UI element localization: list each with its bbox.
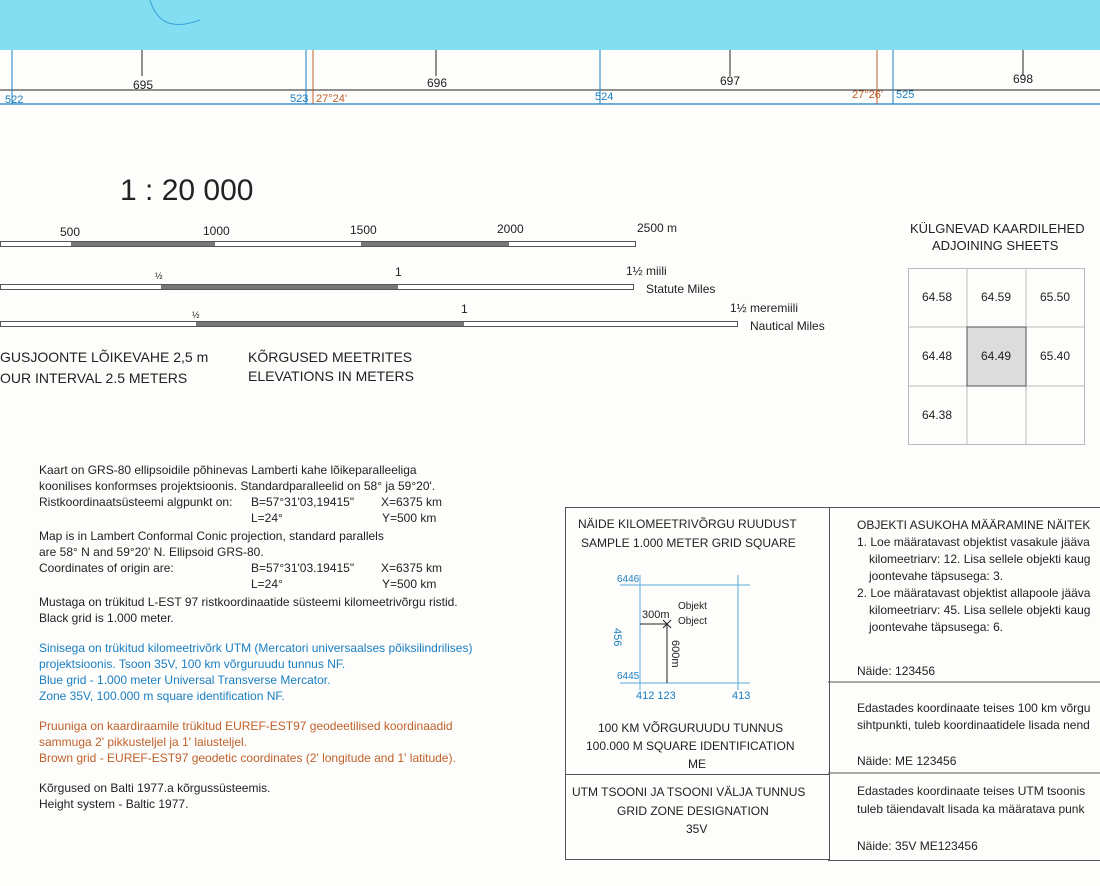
- contour-interval-en: OUR INTERVAL 2.5 METERS: [0, 370, 188, 386]
- nautical-unit-en: Nautical Miles: [750, 319, 825, 333]
- km-label-695: 695: [133, 78, 154, 92]
- sample-title-et: NÄIDE KILOMEETRIVÕRGU RUUDUST: [578, 517, 797, 531]
- example-result-2: Näide: ME 123456: [857, 754, 957, 768]
- proj-et-3: Ristkoordinaatsüsteemi algpunkt on:: [39, 495, 233, 509]
- utm-label-523: 523: [290, 93, 309, 105]
- object-label-en: Object: [678, 616, 707, 627]
- nautical-unit-et: meremiili: [750, 301, 798, 315]
- example-line: 2. Loe määratavast objektist allapoole jääva: [857, 586, 1091, 600]
- adjoining-cell: 64.58: [921, 290, 953, 304]
- meter-scale-bar: [0, 241, 636, 247]
- square-id-en: 100.000 M SQUARE IDENTIFICATION: [586, 739, 795, 753]
- example-line: kilomeetriarv: 12. Lisa sellele objekti kaug: [869, 552, 1091, 566]
- grid-zone-en: GRID ZONE DESIGNATION: [617, 804, 769, 818]
- scale-meter-1500: 1500: [350, 223, 377, 237]
- grid-zone-et: UTM TSOONI JA TSOONI VÄLJA TUNNUS: [572, 785, 806, 799]
- statute-scale-bar: [0, 284, 634, 290]
- brown-grid-2: sammuga 2' pikkusteljel ja 1' laiusteljel.: [39, 735, 248, 749]
- geo-label-2726: 27°26': [852, 89, 883, 101]
- example-note-4: tuleb täiendavalt lisada ka määratava punk: [857, 802, 1085, 816]
- scale-meter-1000: 1000: [203, 224, 230, 238]
- proj-en-3: Coordinates of origin are:: [39, 561, 174, 575]
- scale-ratio: 1 : 20 000: [120, 174, 254, 207]
- example-steps: [857, 517, 1090, 636]
- proj-et-3b: B=57°31'03,19415": [251, 495, 355, 509]
- proj-en-3c: X=6375 km: [381, 561, 443, 575]
- proj-et-3c: X=6375 km: [381, 495, 443, 509]
- dist-600m: 600m: [669, 640, 681, 668]
- grid-zone-value: 35V: [686, 822, 708, 836]
- brown-grid-3: Brown grid - EUREF-EST97 geodetic coordinates (2' longitude and 1' latitude).: [39, 751, 456, 765]
- adjoining-cell: 64.59: [980, 290, 1012, 304]
- brown-grid-1: Pruuniga on kaardiraamile trükitud EUREF-EST97 geodeetilised koordinaadid: [39, 719, 453, 733]
- example-line: joontevahe täpsusega: 6.: [869, 620, 1004, 634]
- utm-label-522: 522: [5, 94, 24, 106]
- statute-unit-en: Statute Miles: [646, 282, 716, 296]
- easting-412: 412 123: [636, 690, 676, 702]
- example-title: OBJEKTI ASUKOHA MÄÄRAMINE NÄITEK: [857, 518, 1091, 532]
- proj-et-2: koonilises konformses projektsioonis. Standardparalleelid on 58° ja 59°20'.: [39, 479, 436, 493]
- elevations-et: KÕRGUSED MEETRITES: [248, 349, 413, 365]
- scale-meter-2000: 2000: [497, 222, 524, 236]
- example-note-2: sihtpunkti, tuleb koordinaatidele lisada nend: [857, 718, 1090, 732]
- geo-label-2724: 27°24': [316, 93, 347, 105]
- sample-title-en: SAMPLE 1.000 METER GRID SQUARE: [581, 536, 796, 550]
- example-note-1: Edastades koordinaate teises 100 km võrgu: [857, 701, 1091, 715]
- contour-interval-et: GUSJOONTE LÕIKEVAHE 2,5 m: [0, 349, 209, 365]
- blue-grid-2: projektsioonis. Tsoon 35V, 100 km võrguruudu tunnus NF.: [39, 657, 346, 671]
- scale-meter-2500: 2500 m: [637, 221, 678, 235]
- dist-456: 456: [611, 628, 623, 647]
- adjoining-cell: 65.40: [1039, 349, 1071, 363]
- adjoining-cell: 65.50: [1039, 290, 1071, 304]
- example-line: joontevahe täpsusega: 3.: [869, 569, 1004, 583]
- northing-6446: 6446: [617, 574, 640, 585]
- example-note-3: Edastades koordinaate teises UTM tsoonis: [857, 784, 1086, 798]
- elevations-en: ELEVATIONS IN METERS: [248, 368, 414, 384]
- adjoining-cell-current: 64.49: [980, 349, 1012, 363]
- proj-et-4b: L=24°: [251, 511, 283, 525]
- proj-en-1: Map is in Lambert Conformal Conic projection, standard parallels: [39, 529, 384, 543]
- blue-grid-3: Blue grid - 1.000 meter Universal Transverse Mercator.: [39, 673, 331, 687]
- proj-et-1: Kaart on GRS-80 ellipsoidile põhinevas Lamberti kahe lõikeparalleeliga: [39, 463, 417, 477]
- km-label-696: 696: [427, 76, 448, 90]
- proj-en-3b: B=57°31'03.19415": [251, 561, 355, 575]
- km-label-697: 697: [720, 74, 741, 88]
- northing-6445: 6445: [617, 671, 640, 682]
- nautical-half: ½: [192, 310, 200, 320]
- projection-notes: [39, 462, 472, 812]
- square-id-et: 100 KM VÕRGURUUDU TUNNUS: [598, 721, 784, 735]
- object-label-et: Objekt: [678, 601, 707, 612]
- height-system-et: Kõrgused on Balti 1977.a kõrgussüsteemis.: [39, 781, 271, 795]
- statute-one: 1: [395, 265, 402, 279]
- black-grid-et: Mustaga on trükitud L-EST 97 ristkoordinaatide süsteemi kilomeetrivõrgu ristid.: [39, 595, 458, 609]
- easting-413: 413: [732, 690, 751, 702]
- square-id-value: ME: [688, 757, 706, 771]
- adjoining-cell: 64.48: [921, 349, 953, 363]
- nautical-one: 1: [461, 302, 468, 316]
- black-grid-en: Black grid is 1.000 meter.: [39, 611, 174, 625]
- height-system-en: Height system - Baltic 1977.: [39, 797, 189, 811]
- dist-300m: 300m: [642, 609, 670, 621]
- utm-label-524: 524: [595, 91, 614, 103]
- adjoining-title-et: KÜLGNEVAD KAARDILEHED: [910, 221, 1085, 236]
- proj-en-4b: L=24°: [251, 577, 283, 591]
- nautical-one-half: 1½: [730, 301, 747, 315]
- proj-en-4c: Y=500 km: [382, 577, 437, 591]
- adjoining-cell: 64.38: [921, 408, 953, 422]
- utm-label-525: 525: [896, 89, 915, 101]
- statute-one-half: 1½: [626, 264, 643, 278]
- adjoining-title-en: ADJOINING SHEETS: [932, 238, 1059, 253]
- proj-en-2: are 58° N and 59°20' N. Ellipsoid GRS-80.: [39, 545, 264, 559]
- blue-grid-1: Sinisega on trükitud kilomeetrivõrk UTM (Mercatori universaalses põiksilindrilises): [39, 641, 473, 655]
- statute-unit-et: miili: [646, 264, 667, 278]
- example-result-1: Näide: 123456: [857, 664, 936, 678]
- proj-et-4c: Y=500 km: [382, 511, 437, 525]
- statute-half: ½: [155, 271, 163, 281]
- scale-meter-500: 500: [60, 225, 81, 239]
- example-line: kilomeetriarv: 45. Lisa sellele objekti kaug: [869, 603, 1091, 617]
- km-label-698: 698: [1013, 72, 1034, 86]
- example-line: 1. Loe määratavast objektist vasakule jääva: [857, 535, 1090, 549]
- example-result-3: Näide: 35V ME123456: [857, 839, 978, 853]
- nautical-scale-bar: [0, 321, 738, 327]
- blue-grid-4: Zone 35V, 100.000 m square identification NF.: [39, 689, 285, 703]
